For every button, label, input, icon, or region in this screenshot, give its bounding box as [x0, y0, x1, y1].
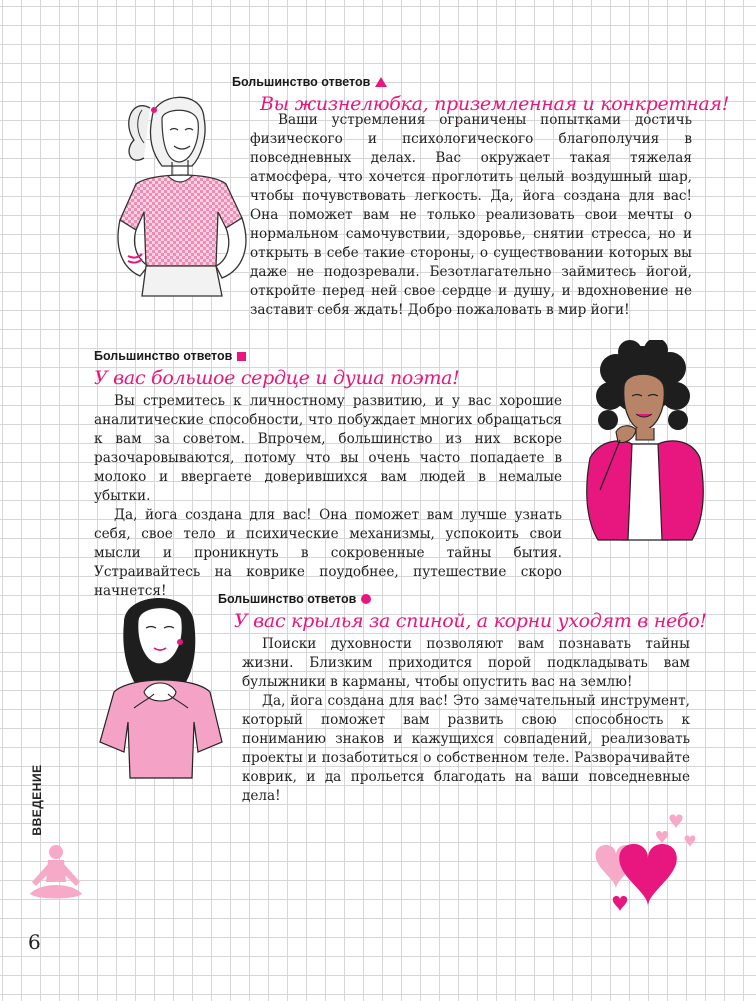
section-2-subtitle: У вас большое сердце и душа поэта!: [94, 367, 460, 389]
section-2: [94, 348, 594, 390]
section-2-paragraph: Да, йога создана для вас! Она поможет вам лучше узнать себя, свое тело и психические механизмы, успокоить свои мысли и проникнуть в сокровенные тайны бытия. Устраивайтесь на коврике поудобнее, путешествие скоро начнется!: [94, 507, 562, 599]
section-1: [232, 74, 730, 116]
section-1-body: [250, 111, 692, 320]
triangle-marker-icon: [375, 77, 387, 87]
section-1-paragraph: Ваши устремления ограничены попытками достичь физического и психологического благополучия в повседневных делах. Вас окружает такая тяжелая атмосфера, что хочется проглотить целый воздушный шар, чтобы почувствовать легкость. Да, йога создана для вас! Она поможет вам не только реализовать свои мечты о нормальном самочувствии, здоровье, снятии стресса, но и открыть в себе такие стороны, о существовании которых вы даже не подозревали. Безотлагательно займитесь йогой, откройте перед ней свое сердце и душу, и вдохновение не заставит себя ждать! Добро пожаловать в мир йоги!: [250, 112, 692, 318]
section-3-heading: Большинство ответов: [218, 591, 698, 607]
hearts-icon: [590, 806, 700, 916]
section-2-paragraph: Вы стремитесь к личностному развитию, и у вас хорошие аналитические способности, что побуждает многих обращаться к вам за советом. Впрочем, большинство из них вскоре разочаровываются, потому что вы очень часто попадаете в молоко и ввергаете доверившихся вам людей в немалые убытки.: [94, 393, 562, 504]
section-1-subtitle: Вы жизнелюбка, приземленная и конкретная!: [260, 93, 730, 115]
page-number: 6: [28, 930, 41, 954]
meditation-icon: [26, 842, 86, 912]
section-3-paragraph: Поиски духовности позволяют вам познавать тайны жизни. Близким приходится порой подкладывать вам булыжники в карманы, чтобы опустить вас на землю!: [242, 636, 690, 690]
section-3-subtitle: У вас крылья за спиной, а корни уходят в небо!: [234, 610, 707, 632]
side-label: ВВЕДЕНИЕ: [30, 764, 44, 836]
section-1-heading: Большинство ответов: [232, 74, 692, 90]
section-3-body: [242, 635, 690, 806]
section-3: [218, 591, 707, 633]
section-2-body: [94, 392, 562, 601]
circle-marker-icon: [361, 594, 371, 604]
section-2-heading: Большинство ответов: [94, 348, 594, 364]
square-marker-icon: [237, 352, 246, 361]
section-3-paragraph: Да, йога создана для вас! Это замечательный инструмент, который поможет вам развить свою способность к пониманию знаков и кажущихся совпадений, реализовать проекты и позаботиться о собственном теле. Разворачивайте коврик, и да прольется благодать на ваши повседневные дела!: [242, 693, 690, 804]
woman-illustration: [92, 88, 267, 303]
curly-woman-illustration: [580, 340, 710, 560]
dark-hair-woman-illustration: [94, 582, 229, 782]
